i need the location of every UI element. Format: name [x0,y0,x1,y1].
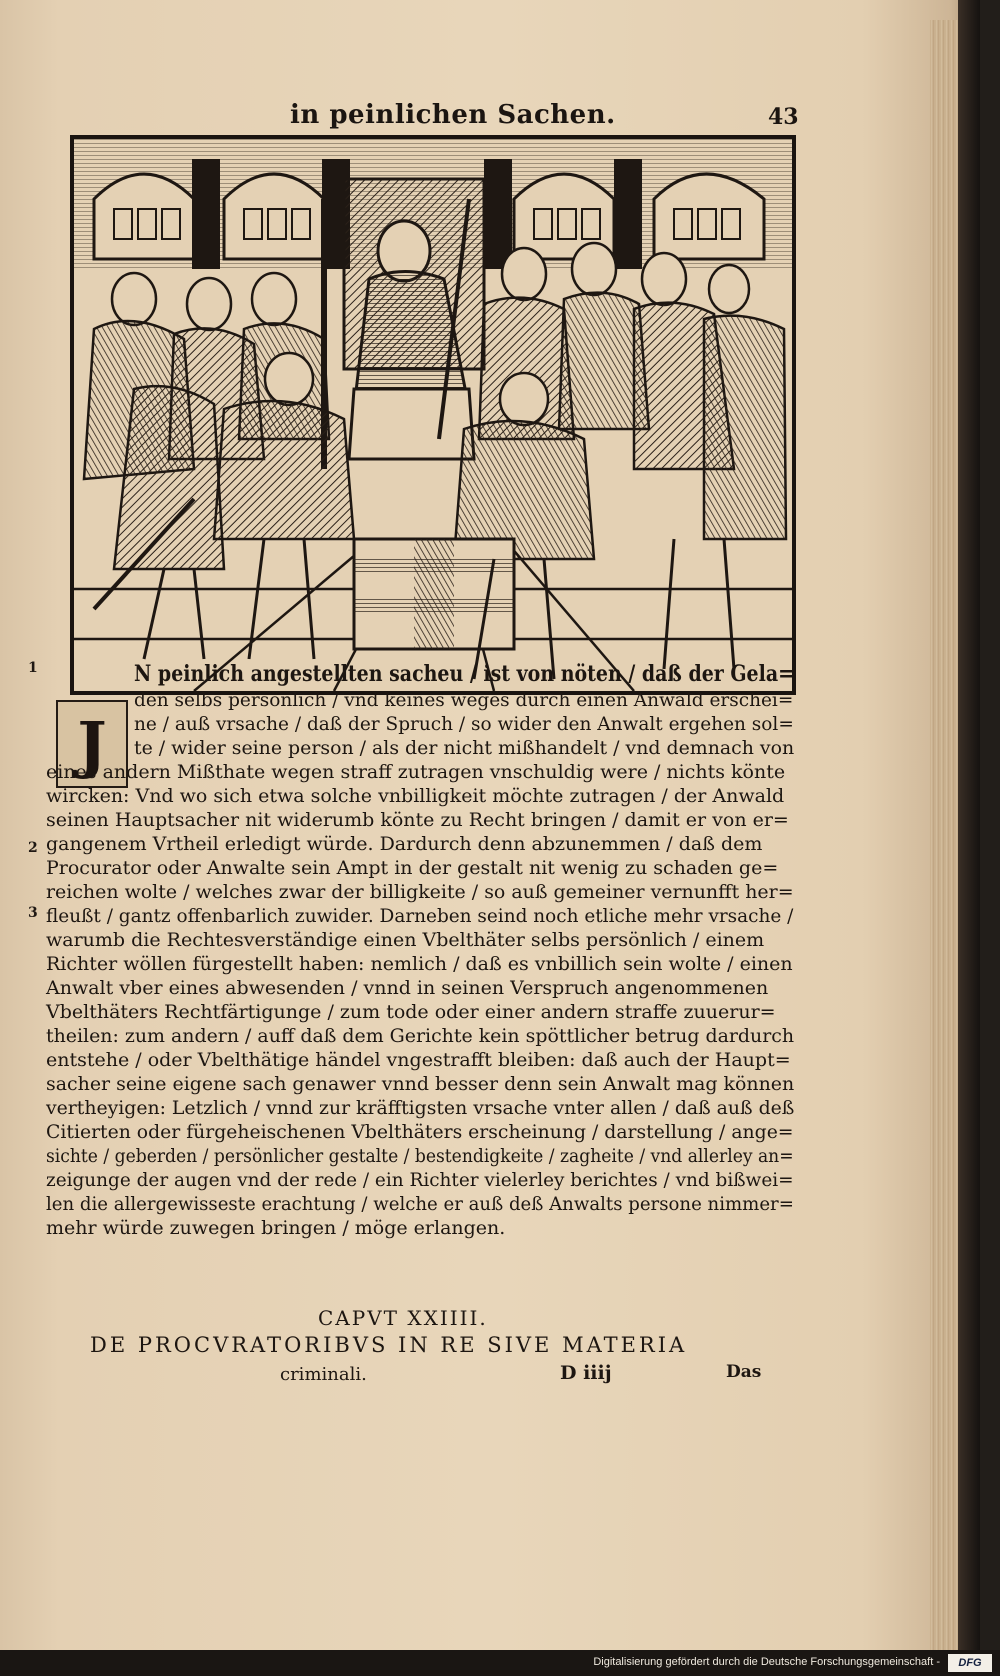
text-line: Vbelthäters Rechtfärtigunge / zum tode oder einer andern straffe zuuerur= [46,1001,776,1023]
signature-mark: D iiij [560,1362,612,1384]
chapter-number: CAPVT XXIIII. [318,1306,488,1330]
running-title: in peinlichen Sachen. [290,100,616,130]
text-line: eines andern Mißthate wegen straff zutragen vnschuldig were / nichts könte [46,761,786,783]
margin-note-3: 3 [28,905,38,921]
text-line: entstehe / oder Vbelthätige händel vngestrafft bleiben: daß auch der Haupt= [46,1049,791,1071]
text-line: vertheyigen: Letzlich / vnnd zur kräfftigsten vrsache vnter allen / daß auß deß [46,1097,795,1119]
dfg-logo: DFG [948,1654,992,1672]
text-line: reichen wolte / welches zwar der billigkeite / so auß gemeiner vernunfft her= [46,881,794,903]
footer-bar [0,1650,1000,1676]
chapter-title: DE PROCVRATORIBVS IN RE SIVE MATERIA [90,1333,688,1357]
text-line: zeigunge der augen vnd der rede / ein Richter vielerley berichtes / vnd bißwei= [46,1169,794,1191]
text-line: N peinlich angestellten sacheu / ist von nöten / daß der Gela= [134,661,795,687]
digitization-credit: Digitalisierung gefördert durch die Deutsche Forschungsgemeinschaft - [593,1656,940,1668]
text-line: sacher seine eigene sach genawer vnnd besser denn sein Anwalt mag können [46,1073,795,1095]
text-line: warumb die Rechtesverständige einen Vbelthäter selbs persönlich / einem [46,929,765,951]
text-line: wircken: Vnd wo sich etwa solche vnbilligkeit möchte zutragen / der Anwald [46,785,785,807]
text-line: Citierten oder fürgeheischenen Vbelthäters erscheinung / darstellung / ange= [46,1121,794,1143]
text-line: Anwalt vber eines abwesenden / vnnd in seinen Verspruch angenommenen [46,977,769,999]
text-line: seinen Hauptsacher nit widerumb könte zu Recht bringen / damit er von er= [46,809,789,831]
page-edge [930,20,960,1650]
margin-note-2: 2 [28,840,38,856]
text-line: theilen: zum andern / auff daß dem Gerichte kein spöttlicher betrug dardurch [46,1025,795,1047]
margin-note-1: 1 [28,660,38,676]
initial-letter: J [77,707,107,781]
chapter-title-continued: criminali. [280,1364,367,1385]
folio-number: 43 [768,104,799,130]
text-line: len die allergewisseste erachtung / welche er auß deß Anwalts persone nimmer= [46,1193,794,1215]
page-edge-shadow [958,0,980,1650]
text-line: den selbs persönlich / vnd keines weges durch einen Anwald erschei= [134,689,794,711]
text-line: Procurator oder Anwalte sein Ampt in der gestalt nit wenig zu schaden ge= [46,857,779,879]
text-line: sichte / geberden / persönlicher gestalte / bestendigkeite / zagheite / vnd allerley an= [46,1145,794,1167]
catchword: Das [726,1362,762,1382]
text-line: gangenem Vrtheil erledigt würde. Dardurch denn abzunemmen / daß dem [46,833,763,855]
text-line: mehr würde zuwegen bringen / möge erlangen. [46,1217,506,1239]
running-head [70,100,800,140]
text-line: te / wider seine person / als der nicht mißhandelt / vnd demnach von [134,737,795,759]
text-line: Richter wöllen fürgestellt haben: nemlich / daß es vnbillich sein wolte / einen [46,953,793,975]
text-line: ne / auß vrsache / daß der Spruch / so wider den Anwalt ergehen sol= [134,713,794,735]
woodcut-illustration [70,135,796,695]
text-line: fleußt / gantz offenbarlich zuwider. Darneben seind noch etliche mehr vrsache / [46,905,794,927]
woodcut-drawing [74,139,795,691]
